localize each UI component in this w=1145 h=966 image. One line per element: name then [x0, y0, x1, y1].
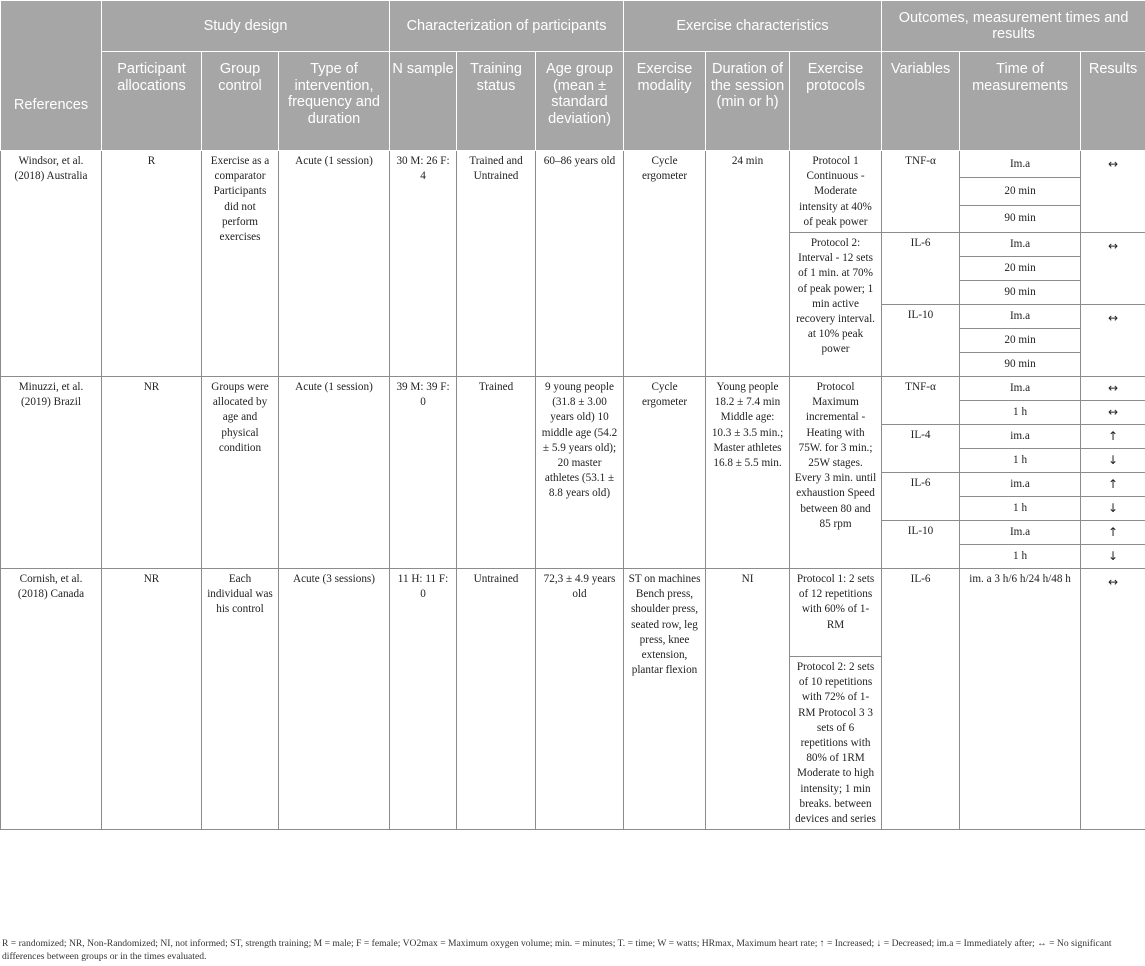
protocol-cell: Protocol Maximum incremental - Heating with 75W. for 3 min.; 25W stages. Every 3 min. until exhaustion Speed between 80 and 85 rpm [790, 377, 882, 569]
time-cell: im.a [960, 425, 1081, 449]
table-row [1, 151, 1145, 178]
time-cell: im. a 3 h/6 h/24 h/48 h [960, 569, 1081, 830]
time-cell: 1 h [960, 401, 1081, 425]
time-cell: 1 h [960, 497, 1081, 521]
col-header-group-control: Group control [202, 52, 279, 151]
result-cell: ↔ [1081, 233, 1145, 305]
result-cell: ↔ [1081, 151, 1145, 233]
time-cell: 90 min [960, 281, 1081, 305]
group-header-exercise: Exercise characteristics [624, 1, 882, 52]
time-cell: 90 min [960, 353, 1081, 377]
allocation-cell: R [102, 151, 202, 377]
modality-cell: Cycle ergometer [624, 151, 706, 377]
intervention-cell: Acute (3 sessions) [279, 569, 390, 830]
variable-cell: IL-6 [882, 233, 960, 305]
table-row [1, 569, 1145, 657]
time-cell: 20 min [960, 178, 1081, 205]
modality-cell: ST on machines Bench press, shoulder press, seated row, leg press, knee extension, plantar flexion [624, 569, 706, 830]
duration-cell: NI [706, 569, 790, 830]
result-cell: ↑ [1081, 425, 1145, 449]
protocol-cell: Protocol 1: 2 sets of 12 repetitions with 60% of 1-RM [790, 569, 882, 657]
col-header-references: References [1, 1, 102, 151]
duration-cell: Young people 18.2 ± 7.4 min Middle age: 10.3 ± 3.5 min.; Master athletes 16.8 ± 5.5 min. [706, 377, 790, 569]
variable-cell: IL-10 [882, 305, 960, 377]
variable-cell: IL-10 [882, 521, 960, 569]
age-cell: 72,3 ± 4.9 years old [536, 569, 624, 830]
training-cell: Trained [457, 377, 536, 569]
time-cell: Im.a [960, 151, 1081, 178]
protocol-cell: Protocol 2: Interval - 12 sets of 1 min. at 70% of peak power; 1 min active recovery interval. at 10% peak power [790, 233, 882, 377]
protocol-cell: Protocol 2: 2 sets of 10 repetitions with 72% of 1-RM Protocol 3 3 sets of 6 repetitions with 80% of 1RM Moderate to high intensity; 1 min breaks. between devices and series [790, 657, 882, 830]
col-header-protocols: Exercise protocols [790, 52, 882, 151]
time-cell: Im.a [960, 305, 1081, 329]
time-cell: Im.a [960, 521, 1081, 545]
col-header-time: Time of measurements [960, 52, 1081, 151]
control-cell: Each individual was his control [202, 569, 279, 830]
training-cell: Trained and Untrained [457, 151, 536, 377]
col-header-duration: Duration of the session (min or h) [706, 52, 790, 151]
reference-cell: Windsor, et al. (2018) Australia [1, 151, 102, 377]
n-sample-cell: 11 H: 11 F: 0 [390, 569, 457, 830]
allocation-cell: NR [102, 569, 202, 830]
intervention-cell: Acute (1 session) [279, 377, 390, 569]
result-cell: ↔ [1081, 377, 1145, 401]
time-cell: Im.a [960, 377, 1081, 401]
result-cell: ↔ [1081, 401, 1145, 425]
col-header-n-sample: N sample [390, 52, 457, 151]
reference-cell: Minuzzi, et al. (2019) Brazil [1, 377, 102, 569]
time-cell: 1 h [960, 545, 1081, 569]
time-cell: 90 min [960, 205, 1081, 232]
result-cell: ↑ [1081, 521, 1145, 545]
result-cell: ↓ [1081, 545, 1145, 569]
age-cell: 9 young people (31.8 ± 3.00 years old) 10 middle age (54.2 ± 5.9 years old); 20 master athletes (53.1 ± 8.8 years old) [536, 377, 624, 569]
col-header-modality: Exercise modality [624, 52, 706, 151]
variable-cell: IL-6 [882, 473, 960, 521]
variable-cell: IL-4 [882, 425, 960, 473]
col-header-variables: Variables [882, 52, 960, 151]
variable-cell: IL-6 [882, 569, 960, 830]
table-row [1, 377, 1145, 401]
result-cell: ↔ [1081, 569, 1145, 830]
n-sample-cell: 30 M: 26 F: 4 [390, 151, 457, 377]
col-header-intervention: Type of intervention, frequency and duration [279, 52, 390, 151]
allocation-cell: NR [102, 377, 202, 569]
time-cell: 1 h [960, 449, 1081, 473]
time-cell: 20 min [960, 329, 1081, 353]
training-cell: Untrained [457, 569, 536, 830]
duration-cell: 24 min [706, 151, 790, 377]
n-sample-cell: 39 M: 39 F: 0 [390, 377, 457, 569]
group-header-outcomes: Outcomes, measurement times and results [882, 1, 1145, 52]
col-header-age-group: Age group (mean ± standard deviation) [536, 52, 624, 151]
col-header-results: Results [1081, 52, 1145, 151]
time-cell: im.a [960, 473, 1081, 497]
time-cell: Im.a [960, 233, 1081, 257]
table-footnote: R = randomized; NR, Non-Randomized; NI, not informed; ST, strength training; M = male; F = female; VO2max = Maximum oxygen volume; min. = minutes; T. = time; W = watts; HRmax, Maximum heart rate; ↑ = Increased; ↓ = Decreased; im.a = Immediately after; ↔ = No significant differences between groups or in the times evaluated. [2, 938, 1112, 962]
protocol-cell: Protocol 1 Continuous -Moderate intensity at 40% of peak power [790, 151, 882, 233]
age-cell: 60–86 years old [536, 151, 624, 377]
control-cell: Groups were allocated by age and physical condition [202, 377, 279, 569]
result-cell: ↓ [1081, 497, 1145, 521]
control-cell: Exercise as a comparator Participants did not perform exercises [202, 151, 279, 377]
modality-cell: Cycle ergometer [624, 377, 706, 569]
variable-cell: TNF-α [882, 377, 960, 425]
group-header-study-design: Study design [102, 1, 390, 52]
time-cell: 20 min [960, 257, 1081, 281]
col-header-training-status: Training status [457, 52, 536, 151]
result-cell: ↑ [1081, 473, 1145, 497]
group-header-characterization: Characterization of participants [390, 1, 624, 52]
result-cell: ↓ [1081, 449, 1145, 473]
intervention-cell: Acute (1 session) [279, 151, 390, 377]
col-header-allocations: Participant allocations [102, 52, 202, 151]
result-cell: ↔ [1081, 305, 1145, 377]
variable-cell: TNF-α [882, 151, 960, 233]
reference-cell: Cornish, et al. (2018) Canada [1, 569, 102, 830]
